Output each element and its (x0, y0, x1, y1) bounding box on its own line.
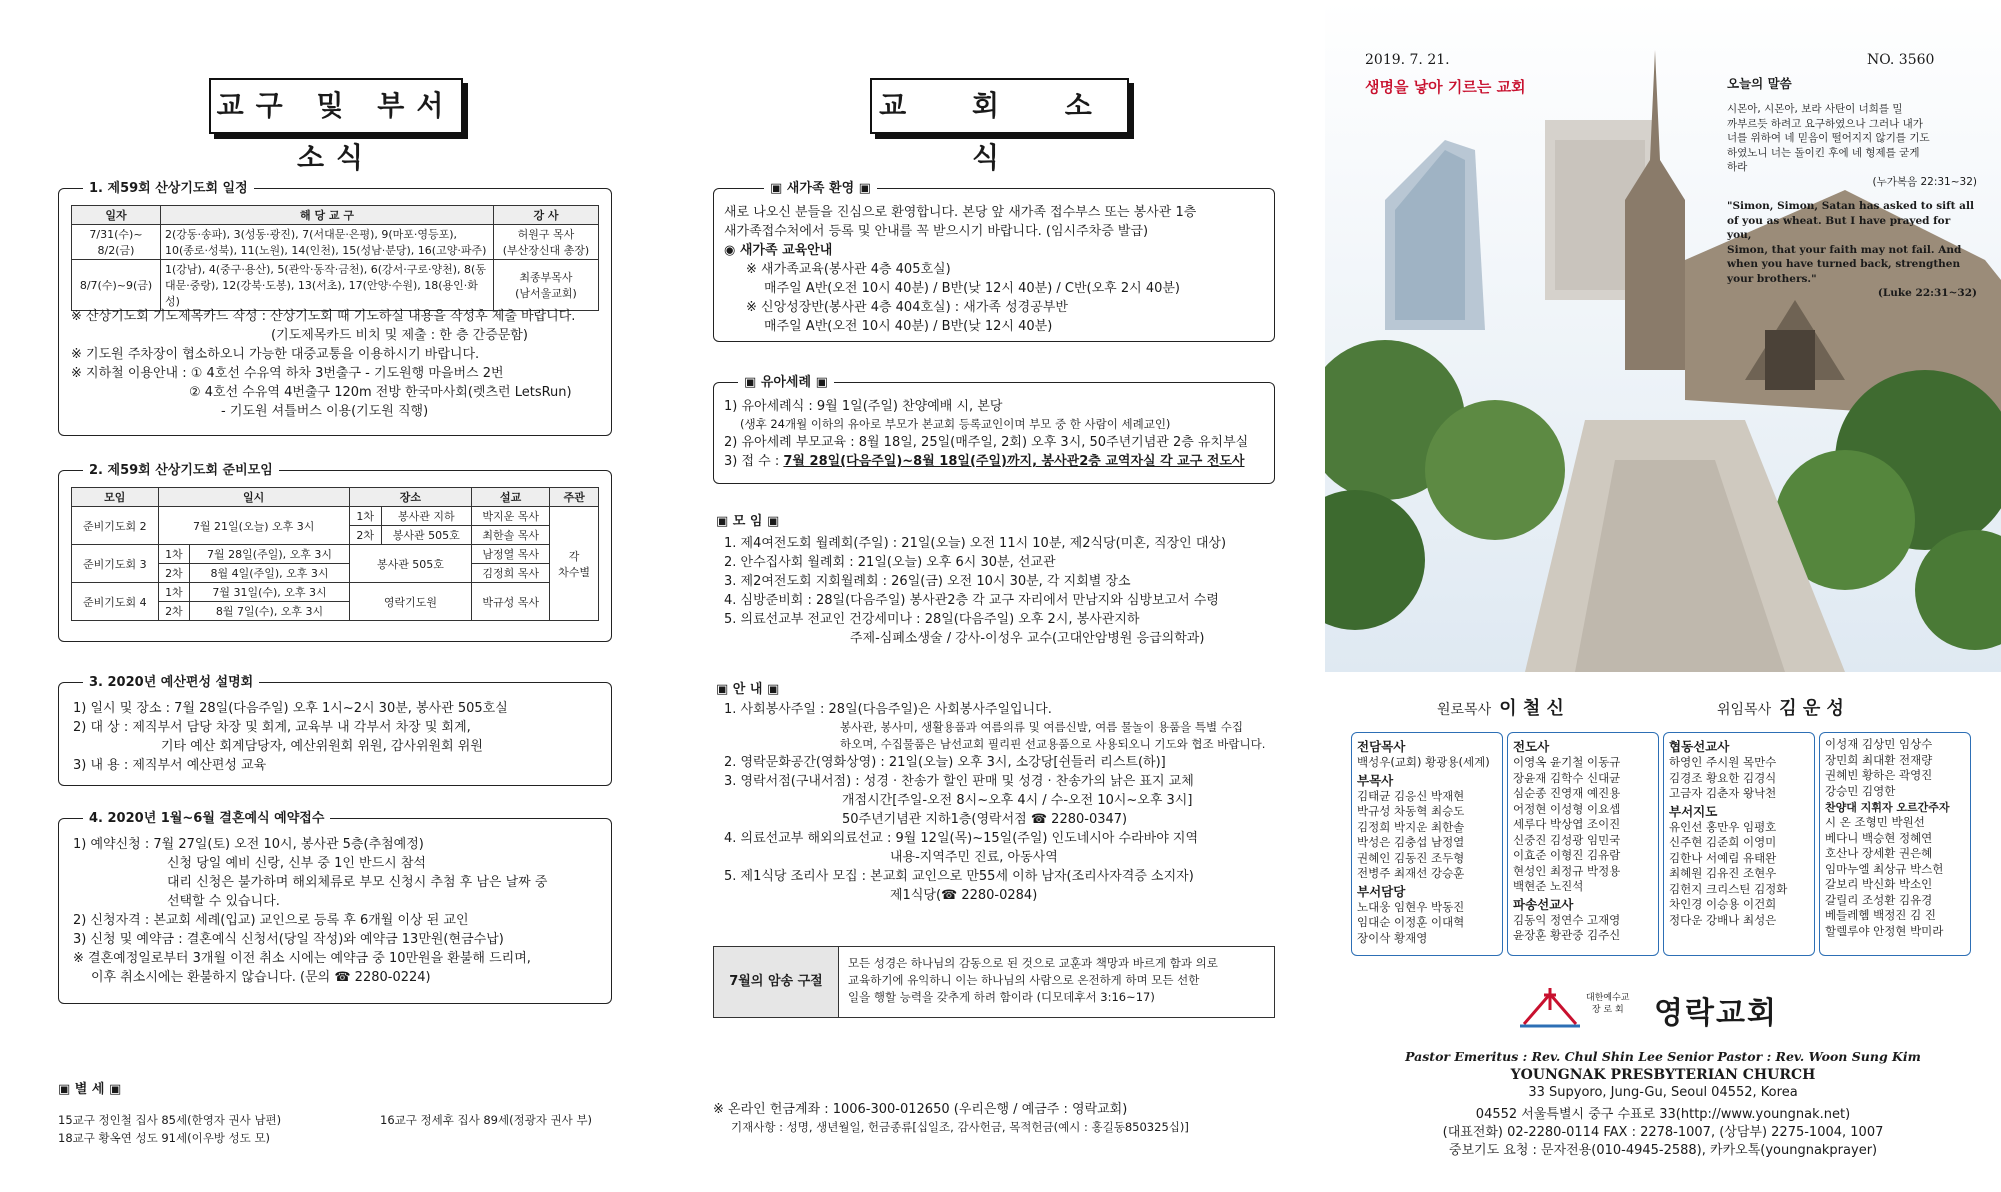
staff-names: 할렐루야 안정현 박미라 (1825, 923, 1944, 938)
staff-names: 신중진 김성광 임민국 (1513, 832, 1621, 847)
word-line: when you have turned back, strengthen (1727, 258, 1961, 270)
staff-names: 이영옥 윤기철 이동규 (1513, 755, 1621, 769)
word-line: (누가복음 22:31~32) (1872, 175, 1977, 188)
staff-names: 장이삭 황재영 (1357, 930, 1428, 945)
section-budget-briefing (58, 675, 612, 786)
table-cell: 1차 (349, 507, 381, 526)
table-header: 일시 (158, 488, 349, 507)
info-line: 매주일 A반(오전 10시 40분) / B반(낮 12시 40분) (764, 319, 1053, 334)
info-line: 4. 의료선교부 해외의료선교 : 9월 12일(목)~15일(주일) 인도네시아 수라바야 지역 (724, 831, 1199, 846)
table-cell: 7월 28일(주일), 오후 3시 (190, 545, 350, 564)
info-line: 2) 대 상 : 제직부서 담당 차장 및 회계, 교육부 내 각부서 차장 및 회계, (73, 720, 471, 735)
info-line: ※ 결혼예정일로부터 3개월 이전 취소 시에는 예약금 중 10만원을 환불해 드리며, (73, 951, 531, 966)
bulletin-number: NO. 3560 (1867, 52, 1935, 68)
staff-heading: 부서지도 (1669, 803, 1718, 819)
verse-line: 일을 행할 능력을 갖추게 하려 함이라 (디모데후서 3:16~17) (848, 990, 1155, 1004)
section-title: 2. 제59회 산상기도회 준비모임 (83, 459, 279, 478)
table-header: 설교 (472, 488, 550, 507)
info-line: 3. 영락서점(구내서점) : 성경 · 찬송가 할인 판매 및 성경 · 찬송가의 낡은 표지 교체 (724, 774, 1194, 789)
note-line: (기도제목카드 비치 및 제출 : 한 층 간증문함) (271, 328, 528, 343)
info-line: 4. 심방준비회 : 28일(다음주일) 봉사관2층 각 교구 자리에서 만남지와 심방보고서 수령 (724, 593, 1219, 608)
section-welcome (713, 181, 1275, 342)
staff-names: 시 온 조형민 박원선 (1825, 815, 1925, 829)
note-line: - 기도원 셔틀버스 이용(기도원 직행) (221, 404, 429, 419)
staff-heading: 협동선교사 (1669, 739, 1730, 754)
todays-word (1727, 74, 1977, 301)
info-line: 새로 나오신 분들을 진심으로 환영합니다. 본당 앞 새가족 접수부스 또는 봉사관 1층 (724, 205, 1197, 220)
table-cell: 김정희 목사 (472, 564, 550, 583)
staff-names: 베들레헴 백정진 김 진 (1825, 908, 1936, 922)
info-line: 기타 예산 회계담당자, 예산위원회 위원, 감사위원회 위원 (161, 739, 483, 754)
staff-names: 장민희 최대환 전재량 (1825, 752, 1933, 767)
info-line: 대리 신청은 불가하며 해외체류로 부모 신청시 추첨 후 남은 날짜 중 (167, 875, 548, 890)
info-line: 1) 유아세례식 : 9월 1일(주일) 찬양예배 시, 본당 (724, 399, 1003, 414)
info-line: 3) 신청 및 예약금 : 결혼예식 신청서(당일 작성)와 예약금 13만원(현금수납) (73, 932, 504, 947)
staff-names: 갈릴리 조성환 김유경 (1825, 892, 1933, 907)
table-cell: 최종부목사 (남서울교회) (494, 260, 599, 311)
prayer-schedule-table (71, 205, 599, 311)
staff-names: 노대웅 임현우 박동진 (1357, 899, 1465, 914)
prayer-notes (71, 307, 601, 421)
staff-names: 세루다 박상엽 조이진 (1513, 817, 1621, 831)
pastor-name: 이 철 신 (1499, 698, 1564, 719)
staff-names: 박규성 차동혁 최승도 (1357, 804, 1465, 818)
info-line: 1) 일시 및 장소 : 7월 28일(다음주일) 오후 1시~2시 30분, 봉사관 505호실 (73, 701, 508, 716)
table-cell: 남정열 목사 (472, 545, 550, 564)
staff-heading: 파송선교사 (1513, 896, 1574, 912)
staff-heading: 부목사 (1357, 772, 1394, 788)
table-row (72, 583, 599, 602)
info-line: 봉사관, 봉사미, 생활용품과 여름의류 및 여름신발, 여름 물놀이 용품을 특별 수집 (840, 720, 1244, 734)
info-line: 50주년기념관 지하1층(영락서점 ☎ 2280-0347) (842, 812, 1128, 827)
staff-names: 백현준 노진석 (1513, 879, 1584, 893)
info-line: 제1식당(☎ 2280-0284) (890, 888, 1038, 903)
staff-column (1507, 732, 1659, 956)
staff-names: 하영인 주시원 목만수 (1669, 755, 1777, 769)
baptism-lines (724, 397, 1248, 471)
obituary-title: ▣ 별 세 ▣ (58, 1082, 122, 1097)
role-label: 원로목사 (1437, 702, 1492, 718)
section-title: ▣ 새가족 환영 ▣ (764, 177, 877, 196)
section-prayer-schedule (58, 181, 612, 436)
info-line (724, 452, 1248, 471)
staff-names: 윤장훈 황관중 김주신 (1513, 928, 1621, 942)
staff-column (1819, 732, 1971, 956)
church-logo-icon (1520, 984, 1580, 1030)
table-header: 주관 (550, 488, 599, 507)
offering-info (713, 1100, 1189, 1136)
offering-line: 기재사항 : 성명, 생년월일, 헌금종류[십일조, 감사헌금, 목적헌금(예시 : 홍길동850325십)] (731, 1120, 1189, 1134)
staff-names: 최혜원 김유진 조현우 (1669, 866, 1777, 880)
church-english-name: YOUNGNAK PRESBYTERIAN CHURCH (1510, 1067, 1816, 1083)
table-cell: 8월 7일(수), 오후 3시 (190, 602, 350, 621)
meetings-lines (724, 534, 1226, 648)
staff-heading: 부서담당 (1357, 883, 1406, 899)
staff-names: 베다니 백승현 정혜연 (1825, 830, 1933, 845)
table-cell: 2차 (158, 602, 190, 621)
info-line: ※ 신앙성장반(봉사관 4층 404호실) : 새가족 성경공부반 (746, 300, 1068, 315)
offering-line: ※ 온라인 헌금계좌 : 1006-300-012650 (우리은행 / 예금주 : 영락교회) (713, 1102, 1128, 1117)
welcome-lines (724, 203, 1196, 336)
word-english (1727, 199, 1977, 301)
church-slogan: 생명을 낳아 기르는 교회 (1365, 78, 1526, 96)
staff-names: 박성은 김충섭 남정열 (1357, 835, 1465, 849)
staff-names: 고금자 김춘자 왕낙천 (1669, 786, 1777, 800)
info-line: ◉ 새가족 교육안내 (724, 243, 833, 258)
staff-heading: 찬양대 지휘자 오르간주자 (1825, 801, 1950, 814)
church-address-en: 33 Supyoro, Jung-Gu, Seoul 04552, Korea (1528, 1085, 1798, 1100)
senior-pastor (1717, 694, 1844, 720)
table-header: 강 사 (494, 206, 599, 225)
table-cell: 7월 31일(수), 오후 3시 (190, 583, 350, 602)
section-infant-baptism (713, 375, 1275, 484)
info-line: 2) 유아세례 부모교육 : 8월 18일, 25일(매주일, 2회) 오후 3시, 50주년기념관 2층 유치부실 (724, 435, 1249, 450)
word-line: 까부르듯 하려고 요구하였으나 그러나 내가 (1727, 117, 1923, 130)
staff-names: 김태균 김응신 박재현 (1357, 788, 1465, 803)
verse-line: 교육하기에 유익하니 이는 하나님의 사람으로 온전하게 하며 모든 선한 (848, 973, 1200, 987)
obituary-line: 16교구 정세후 집사 89세(정광자 권사 부) (380, 1113, 593, 1127)
table-cell: 준비기도회 4 (72, 583, 159, 621)
staff-names: 심순종 진영재 예진용 (1513, 786, 1621, 800)
staff-names: 장윤재 김학수 신대균 (1513, 770, 1621, 785)
table-cell: 각 차수별 (550, 507, 599, 621)
staff-names: 김한나 서예림 유태완 (1669, 850, 1777, 865)
meetings-title: ▣ 모 임 ▣ (716, 514, 780, 529)
verse-line: 모든 성경은 하나님의 감동으로 된 것으로 교훈과 책망과 바르게 함과 의로 (848, 956, 1218, 970)
section-title: 3. 2020년 예산편성 설명회 (83, 671, 259, 690)
obituary-line: 15교구 정인철 집사 85세(한영자 권사 남편) (58, 1113, 282, 1127)
staff-column (1663, 732, 1815, 956)
section-title: 4. 2020년 1월~6월 결혼예식 예약접수 (83, 807, 330, 826)
notices-title: ▣ 안 내 ▣ (716, 682, 780, 697)
budget-lines (73, 699, 508, 775)
table-cell: 7월 21일(오늘) 오후 3시 (158, 507, 349, 545)
staff-heading: 전담목사 (1357, 739, 1406, 754)
prep-meetings-table (71, 487, 599, 621)
info-line: 이후 취소시에는 환불하지 않습니다. (문의 ☎ 2280-0224) (91, 970, 431, 985)
info-line: 내용-지역주민 진료, 아동사역 (890, 850, 1058, 865)
table-row (72, 507, 599, 526)
table-cell: 박규성 목사 (472, 583, 550, 621)
pastors-english: Pastor Emeritus : Rev. Chul Shin Lee Senior Pastor : Rev. Woon Sung Kim (1405, 1049, 1921, 1064)
table-row (72, 260, 599, 311)
table-cell: 2차 (158, 564, 190, 583)
staff-names: 현성인 최정규 박정용 (1513, 863, 1621, 878)
info-line: 2) 신청자격 : 본교회 세례(입교) 교인으로 등록 후 6개월 이상 된 교인 (73, 913, 469, 928)
note-line: ※ 지하철 이용안내 : ① 4호선 수유역 하차 3번출구 - 기도원행 마을버스 2번 (71, 366, 504, 381)
word-line: (Luke 22:31~32) (1877, 287, 1977, 299)
info-line: 1. 사회봉사주일 : 28일(다음주일)은 사회봉사주일입니다. (724, 702, 1052, 717)
info-line: 2. 안수집사회 월례회 : 21일(오늘) 오후 6시 30분, 선교관 (724, 555, 1056, 570)
table-cell: 봉사관 505호 (349, 545, 471, 583)
section-wedding-booking (58, 811, 612, 1004)
info-line: 신청 당일 예비 신랑, 신부 중 1인 반드시 참석 (167, 856, 426, 871)
table-row (72, 225, 599, 260)
staff-names: 유인선 홍만우 임평호 (1669, 819, 1777, 834)
emeritus-pastor (1437, 694, 1564, 720)
info-line: 3. 제2여전도회 지회월례회 : 26일(금) 오전 10시 30분, 각 지회별 장소 (724, 574, 1131, 589)
table-cell: 준비기도회 3 (72, 545, 159, 583)
table-cell: 8월 4일(주일), 오후 3시 (190, 564, 350, 583)
memory-verse-text (848, 955, 1218, 1006)
info-line: 5. 의료선교부 전교인 건강세미나 : 28일(다음주일) 오후 2시, 봉사관지하 (724, 612, 1140, 627)
info-line: 선택할 수 있습니다. (167, 894, 280, 909)
staff-names: 전병주 최재선 강승훈 (1357, 866, 1465, 880)
info-label: 3) 접 수 : (724, 454, 780, 469)
left-page-title: 교구 및 부서소식 (209, 78, 463, 134)
table-cell: 2차 (349, 526, 381, 545)
staff-names: 백성우(교회) 황광용(세계) (1357, 755, 1490, 769)
staff-names: 갈보리 박신화 박소인 (1825, 877, 1933, 891)
table-cell: 영락기도원 (349, 583, 471, 621)
staff-names: 임마누엘 최상규 박스헌 (1825, 861, 1944, 876)
word-line: 너를 위하여 네 믿음이 떨어지지 않기를 기도 (1727, 132, 1930, 144)
church-address-kr: 04552 서울특별시 중구 수표로 33(http://www.youngnak.net) (1475, 1107, 1851, 1122)
table-cell: 8/7(수)~9(금) (72, 260, 161, 311)
table-row (72, 545, 599, 564)
section-title: ▣ 유아세례 ▣ (738, 371, 834, 390)
note-line: ※ 기도원 주차장이 협소하오니 가능한 대중교통을 이용하시기 바랍니다. (71, 347, 480, 362)
note-line: ② 4호선 수유역 4번출구 120m 전방 한국마사회(렛츠런 LetsRun) (189, 385, 572, 400)
table-cell: 최한솔 목사 (472, 526, 550, 545)
section-title: 1. 제59회 산상기도회 일정 (83, 177, 254, 196)
church-logo (1520, 984, 1820, 1030)
info-line: 새가족접수처에서 등록 및 안내를 꼭 받으시기 바랍니다. (임시주차증 발급) (724, 224, 1149, 239)
info-line: (생후 24개월 이하의 유아로 부모가 본교회 등록교인이며 부모 중 한 사람이 세례교인) (740, 417, 1171, 431)
table-header: 해 당 교 구 (161, 206, 494, 225)
note-line: ※ 산상기도회 기도제목카드 작성 : 산상기도회 때 기도하실 내용을 작성후 제출 바랍니다. (71, 309, 576, 324)
staff-names: 신주현 김준희 이영미 (1669, 835, 1777, 849)
table-cell: 봉사관 지하 (381, 507, 472, 526)
memory-verse-box (713, 946, 1275, 1018)
word-korean (1727, 102, 1977, 189)
staff-names: 이성재 김상민 임상수 (1825, 737, 1933, 751)
role-label: 위임목사 (1717, 702, 1772, 718)
info-line: 3) 내 용 : 제직부서 예산편성 교육 (73, 758, 267, 773)
info-line: 개점시간[주일-오전 8시~오후 4시 / 수-오전 10시~오후 3시] (842, 793, 1193, 808)
word-line: 하라 (1727, 161, 1748, 173)
staff-names: 김헌지 크리스틴 김정화 (1669, 881, 1788, 896)
staff-names: 강승민 김영한 (1825, 783, 1896, 798)
table-cell: 2(강동·송파), 3(성동·광진), 7(서대문·은평), 9(마포·영등포), 10(종로·성북), 11(노원), 14(인천), 15(성남·분당), 16(고양·파주) (161, 225, 494, 260)
word-line: "Simon, Simon, Satan has asked to sift all (1727, 200, 1974, 212)
table-cell: 1(강남), 4(중구·용산), 5(관악·동작·금천), 6(강서·구로·양천), 8(동대문·중랑), 12(강북·도봉), 13(서초), 17(안양·수원), 18(용인·화성) (161, 260, 494, 311)
table-cell: 준비기도회 2 (72, 507, 159, 545)
info-line: 주제-심폐소생술 / 강사-이성우 교수(고대안암병원 응급의학과) (850, 631, 1205, 646)
staff-names: 권혜빈 황하은 곽영진 (1825, 768, 1933, 782)
word-line: of you as wheat. But I have prayed for you, (1727, 214, 1951, 241)
staff-names: 정다운 강배나 최성은 (1669, 912, 1777, 927)
table-cell: 7/31(수)~ 8/2(금) (72, 225, 161, 260)
table-header: 모임 (72, 488, 159, 507)
info-line: 매주일 A반(오전 10시 40분) / B반(낮 12시 40분) / C반(오후 2시 40분) (764, 281, 1181, 296)
bulletin-date: 2019. 7. 21. (1365, 52, 1450, 68)
table-cell: 1차 (158, 545, 190, 564)
table-header: 장소 (349, 488, 471, 507)
staff-names: 차인경 이승용 이건희 (1669, 897, 1777, 911)
table-cell: 허원구 목사 (부산장신대 총장) (494, 225, 599, 260)
staff-names: 어정현 이성형 이요셉 (1513, 801, 1621, 816)
prayer-request: 중보기도 요청 : 문자전용(010-4945-2588), 카카오톡(youngnakprayer) (1448, 1143, 1878, 1158)
word-line: 하였노니 너는 돌이킨 후에 네 형제를 굳게 (1727, 146, 1920, 159)
info-line: 하오며, 수집물품은 남선교회 필리핀 선교용품으로 사용되오니 기도와 협조 바랍니다. (840, 737, 1266, 751)
info-line: 5. 제1식당 조리사 모집 : 본교회 교인으로 만55세 이하 남자(조리사자격증 소지자) (724, 869, 1194, 884)
table-cell: 1차 (158, 583, 190, 602)
section-prep-meetings (58, 463, 612, 642)
word-line: your brothers." (1727, 272, 1817, 285)
info-line: 1) 예약신청 : 7월 27일(토) 오전 10시, 봉사관 5층(추첨예정) (73, 837, 424, 852)
info-line: ※ 새가족교육(봉사관 4층 405호실) (746, 262, 951, 277)
staff-directory (1351, 732, 1971, 956)
notices-lines (724, 700, 1265, 905)
info-value: 7월 28일(다음주일)~8월 18일(주일)까지, 봉사관2층 교역자실 각 교구 전도사 (783, 454, 1245, 469)
staff-names: 권혜인 김동진 조두형 (1357, 850, 1465, 865)
pastor-name: 김 운 성 (1779, 698, 1844, 719)
staff-column (1351, 732, 1503, 956)
church-denomination: 대한예수교 장 로 회 (1586, 993, 1630, 1015)
staff-names: 이효준 이형진 김유람 (1513, 848, 1621, 862)
staff-names: 호산나 장세환 권은혜 (1825, 846, 1933, 860)
table-cell: 봉사관 505호 (381, 526, 472, 545)
staff-heading: 전도사 (1513, 739, 1550, 754)
memory-verse-label: 7월의 암송 구절 (714, 947, 839, 1017)
table-cell: 박지운 목사 (472, 507, 550, 526)
wedding-lines (73, 835, 547, 987)
obituary-line: 18교구 황옥연 성도 91세(이우방 성도 모) (58, 1131, 271, 1145)
church-phone: (대표전화) 02-2280-0114 FAX : 2278-1007, (상담부) 2275-1004, 1007 (1442, 1125, 1884, 1140)
table-header: 일자 (72, 206, 161, 225)
todays-word-title: 오늘의 말씀 (1727, 76, 1792, 91)
info-line: 1. 제4여전도회 월례회(주일) : 21일(오늘) 오전 11시 10분, 제2식당(미혼, 직장인 대상) (724, 536, 1227, 551)
church-name: 영락교회 (1654, 996, 1778, 1031)
word-line: 시몬아, 시몬아, 보라 사탄이 너희를 밀 (1727, 103, 1903, 115)
staff-names: 임대순 이정훈 이대혁 (1357, 915, 1465, 929)
staff-names: 김경조 황요한 김경식 (1669, 770, 1777, 785)
middle-page-title: 교 회 소 식 (870, 78, 1129, 134)
word-line: Simon, that your faith may not fail. And (1727, 243, 1962, 256)
staff-names: 김동익 정연수 고재영 (1513, 912, 1621, 927)
staff-names: 김정희 박지운 최한솔 (1357, 819, 1465, 834)
info-line: 2. 영락문화공간(영화상영) : 21일(오늘) 오후 3시, 소강당[쉰들러 리스트(하)] (724, 755, 1166, 770)
